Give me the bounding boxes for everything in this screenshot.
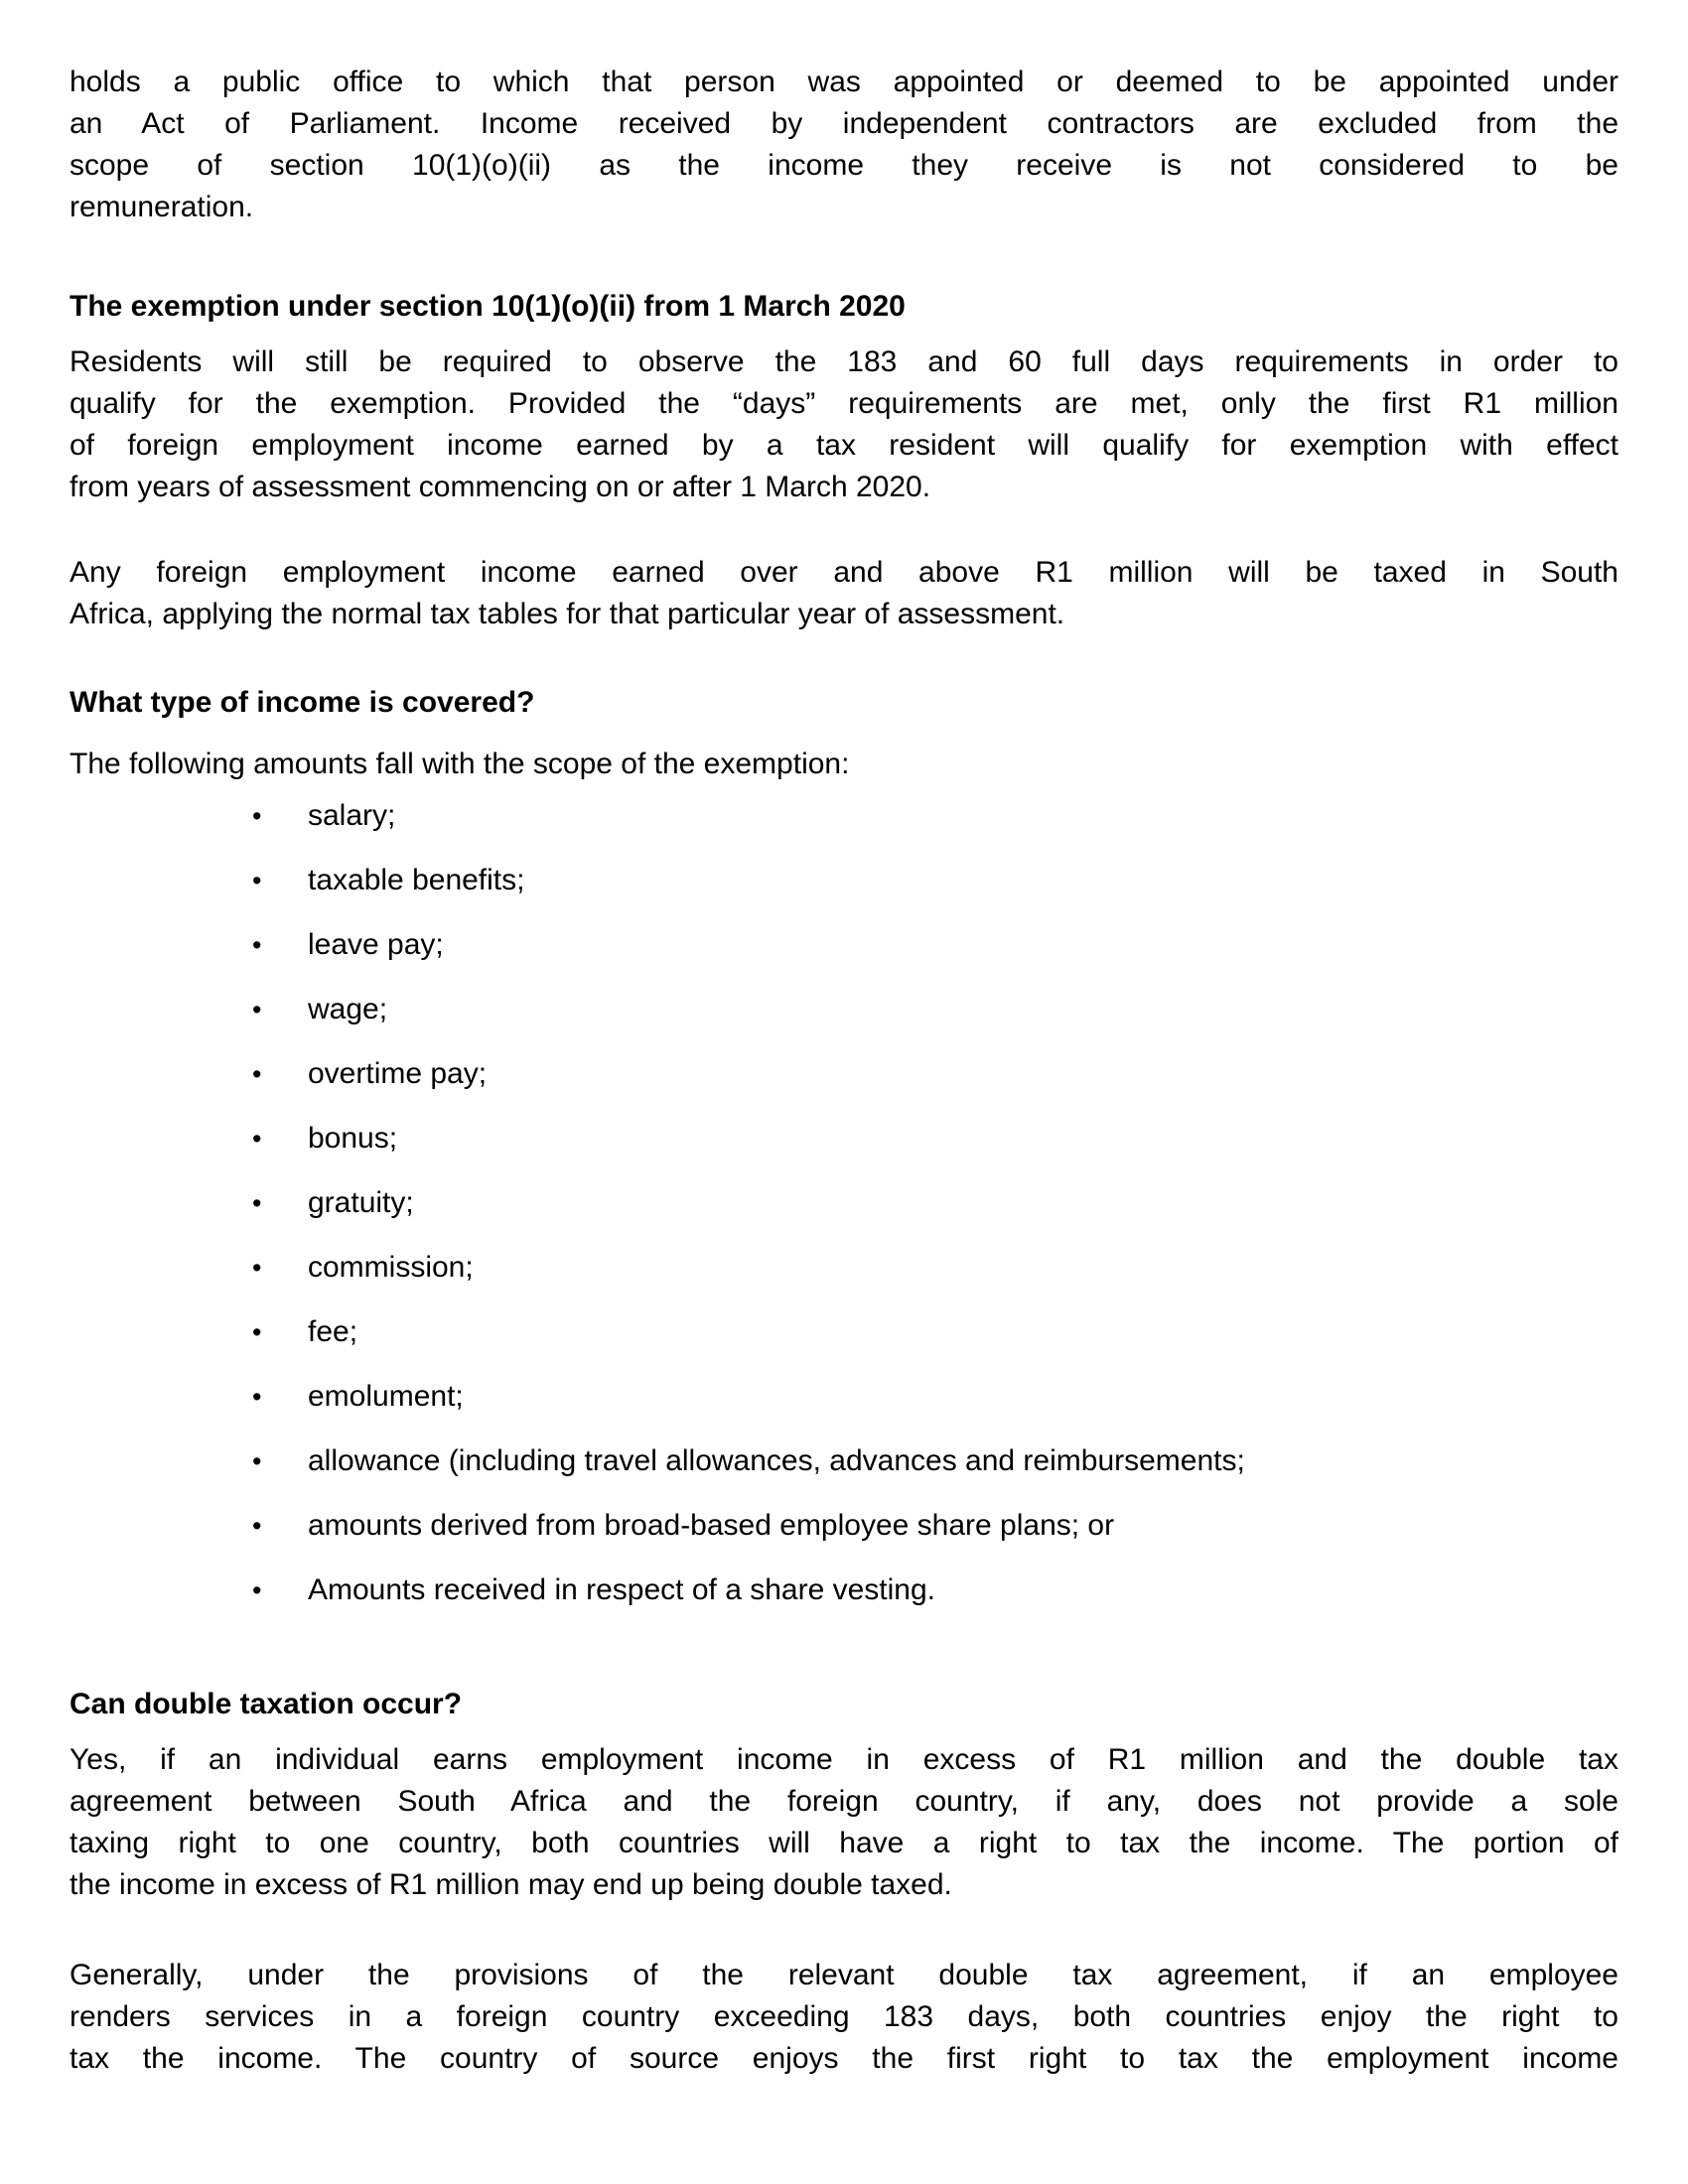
list-item: • fee; bbox=[308, 1311, 1618, 1353]
list-item: • leave pay; bbox=[308, 924, 1618, 966]
double-taxation-paragraph-2 bbox=[70, 1955, 1618, 2080]
double-taxation-heading: Can double taxation occur? bbox=[70, 1688, 463, 1720]
list-item: • overtime pay; bbox=[308, 1053, 1618, 1095]
text-line: an Act of Parliament. Income received by independent contractors are excluded from the bbox=[70, 107, 1618, 140]
income-type-list bbox=[70, 795, 1618, 1611]
text-line: remuneration. bbox=[70, 191, 254, 223]
list-item: • wage; bbox=[308, 989, 1618, 1030]
list-item: • commission; bbox=[308, 1247, 1618, 1289]
text-line: Residents will still be required to observe the 183 and 60 full days requirements in order to bbox=[70, 345, 1618, 378]
text-line: Yes, if an individual earns employment income in excess of R1 million and the double tax bbox=[70, 1743, 1618, 1776]
text-line: Any foreign employment income earned over and above R1 million will be taxed in South bbox=[70, 556, 1618, 589]
list-item: • amounts derived from broad-based employee share plans; or bbox=[308, 1505, 1618, 1547]
text-line: Africa, applying the normal tax tables for that particular year of assessment. bbox=[70, 598, 1065, 630]
text-line: agreement between South Africa and the foreign country, if any, does not provide a sole bbox=[70, 1785, 1618, 1818]
text-line: renders services in a foreign country exceeding 183 days, both countries enjoy the right to bbox=[70, 2000, 1618, 2033]
text-line: of foreign employment income earned by a tax resident will qualify for exemption with effect bbox=[70, 429, 1618, 462]
text-line: tax the income. The country of source enjoys the first right to tax the employment income bbox=[70, 2042, 1618, 2075]
list-item: • Amounts received in respect of a share vesting. bbox=[308, 1570, 1618, 1611]
list-item: • allowance (including travel allowances, advances and reimbursements; bbox=[308, 1440, 1618, 1482]
text-line: Generally, under the provisions of the relevant double tax agreement, if an employee bbox=[70, 1959, 1618, 1991]
text-line: qualify for the exemption. Provided the “days” requirements are met, only the first R1 million bbox=[70, 387, 1618, 420]
double-taxation-paragraph-1 bbox=[70, 1739, 1618, 1906]
exemption-paragraph-1 bbox=[70, 341, 1618, 508]
income-list-lead: The following amounts fall with the scope of the exemption: bbox=[70, 748, 850, 780]
text-line: holds a public office to which that person was appointed or deemed to be appointed under bbox=[70, 66, 1618, 98]
list-item: • emolument; bbox=[308, 1376, 1618, 1418]
list-item: • gratuity; bbox=[308, 1182, 1618, 1224]
list-item: • bonus; bbox=[308, 1118, 1618, 1160]
exemption-paragraph-2 bbox=[70, 552, 1618, 635]
text-line: from years of assessment commencing on or after 1 March 2020. bbox=[70, 471, 931, 503]
list-item: • taxable benefits; bbox=[308, 860, 1618, 901]
intro-paragraph bbox=[70, 62, 1618, 228]
text-line: scope of section 10(1)(o)(ii) as the income they receive is not considered to be bbox=[70, 149, 1618, 182]
text-line: taxing right to one country, both countries will have a right to tax the income. The portion of bbox=[70, 1827, 1618, 1859]
text-line: the income in excess of R1 million may end up being double taxed. bbox=[70, 1868, 952, 1901]
exemption-section-heading: The exemption under section 10(1)(o)(ii) from 1 March 2020 bbox=[70, 290, 906, 323]
list-item: • salary; bbox=[308, 795, 1618, 837]
income-type-heading: What type of income is covered? bbox=[70, 686, 535, 719]
